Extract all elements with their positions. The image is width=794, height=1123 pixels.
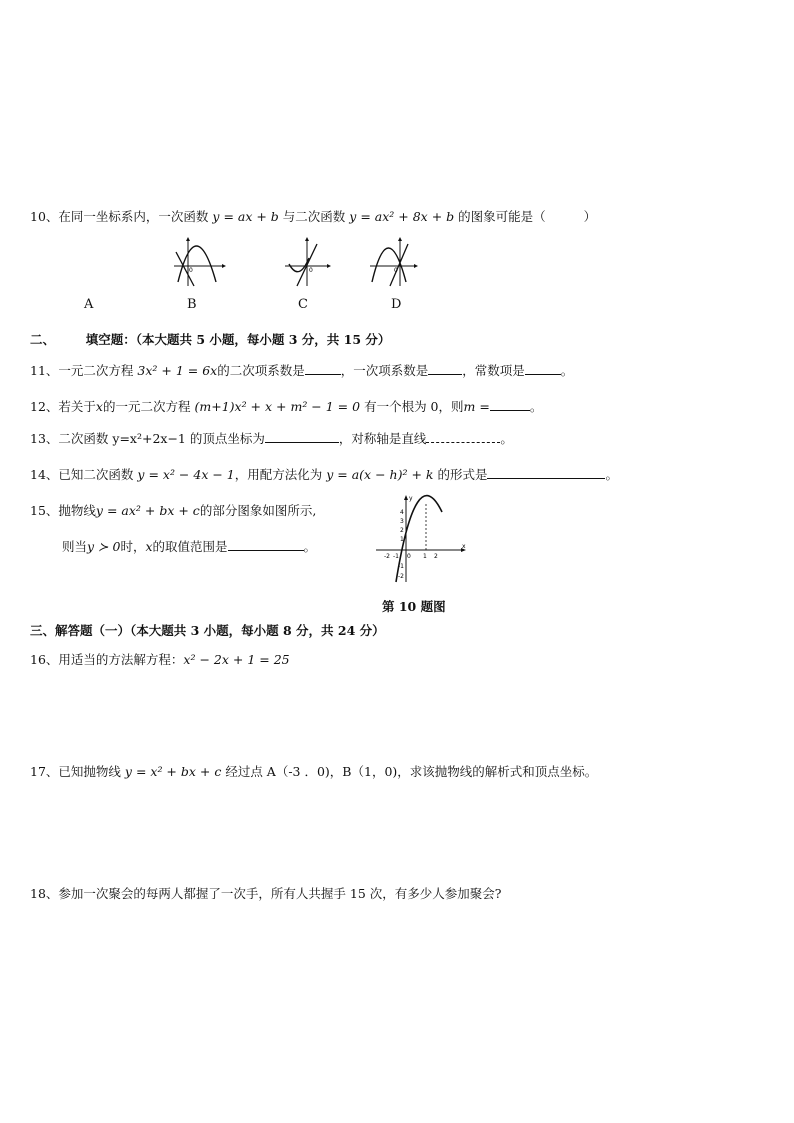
section-2-heading [30, 331, 390, 349]
q10-option-a-label: A [84, 297, 94, 312]
q10-option-b-graph [170, 236, 226, 288]
q15-graph-x-tick-0: 0 [407, 553, 411, 560]
q15-graph-y-tick-1: 1 [400, 536, 404, 543]
question-15-line-2 [62, 538, 316, 556]
q10-number: 10、 [30, 209, 59, 224]
q17-equation: y = x² + bx + c [124, 764, 222, 779]
question-16 [30, 651, 290, 669]
q12-var-m: m = [463, 399, 490, 414]
q17-text-a: 已知抛物线 [58, 764, 121, 779]
q15-graph-y-label: y [409, 495, 413, 502]
q18-number: 18、 [30, 886, 59, 901]
q12-text-b: 的一元二次方程 [102, 399, 191, 414]
q11-text-a: 一元二次方程 [58, 363, 134, 378]
section-2-title: 填空题：（本大题共 5 小题，每小题 3 分，共 15 分） [85, 332, 391, 347]
q11-end: 。 [560, 363, 574, 378]
q13-text-b: ，对称轴是直线 [338, 431, 427, 446]
q10-option-d-graph [368, 236, 418, 288]
q15-condition: y ≻ 0 [87, 539, 121, 554]
q17-number: 17、 [30, 764, 59, 779]
q15-text-b: 的部分图象如图所示, [199, 503, 317, 518]
q12-equation: (m+1)x² + x + m² − 1 = 0 [194, 399, 361, 414]
q17-text-b: 经过点 A（-3 ．0)，B（1，0)，求该抛物线的解析式和顶点坐标。 [225, 764, 598, 779]
q13-end: 。 [500, 431, 513, 446]
q10-text-b: 与二次函数 [282, 209, 346, 224]
q15-graph-y-tick-neg1: -1 [398, 563, 404, 570]
section-3-heading: 三、解答题（一）（本大题共 3 小题，每小题 8 分，共 24 分） [30, 623, 385, 638]
q11-equation: 3x² + 1 = 6x [137, 363, 218, 378]
question-11 [30, 362, 573, 380]
q16-number: 16、 [30, 652, 59, 667]
q16-text: 用适当的方法解方程： [58, 652, 184, 667]
q15-blank[interactable] [228, 538, 304, 551]
question-13 [30, 430, 513, 448]
q10-linear-function: y = ax + b [212, 209, 279, 224]
question-10 [30, 208, 596, 226]
question-18 [30, 885, 501, 903]
q14-end: 。 [605, 467, 618, 482]
svg-text:0: 0 [309, 267, 313, 274]
q16-equation: x² − 2x + 1 = 25 [183, 652, 290, 667]
q15-var-x: x [145, 539, 153, 554]
q15-text-e: 的取值范围是 [152, 539, 228, 554]
q11-text-d: ，常数项是 [462, 363, 525, 378]
q14-vertex-form: y = a(x − h)² + k [326, 467, 434, 482]
q14-text-b: ，用配方法化为 [234, 467, 323, 482]
question-15-line-1 [30, 502, 316, 520]
section-2-label: 二、 [30, 332, 56, 347]
q15-graph-y-tick-4: 4 [400, 509, 404, 516]
q14-text-a: 已知二次函数 [58, 467, 134, 482]
q15-equation: y = ax² + bx + c [95, 503, 200, 518]
q12-number: 12、 [30, 399, 59, 414]
q10-option-d-label: D [391, 297, 402, 312]
q13-blank-2[interactable] [426, 430, 500, 443]
q14-text-c: 的形式是 [437, 467, 488, 482]
q18-text: 参加一次聚会的每两人都握了一次手，所有人共握手 15 次，有多少人参加聚会? [58, 886, 502, 901]
q15-number: 15、 [30, 503, 59, 518]
q12-text-c: 有一个根为 0，则 [364, 399, 464, 414]
q11-number: 11、 [30, 363, 59, 378]
svg-text:0: 0 [394, 267, 398, 274]
q10-option-b-label: B [187, 297, 197, 312]
q15-end: 。 [303, 539, 317, 554]
q11-text-b: 的二次项系数是 [217, 363, 305, 378]
q15-graph-x-tick-neg1: -1 [393, 553, 399, 560]
q11-blank-3[interactable] [525, 362, 561, 375]
q13-text-a: 二次函数 y=x²+2x−1 的顶点坐标为 [58, 431, 265, 446]
q11-blank-2[interactable] [428, 362, 462, 375]
q10-text-a: 在同一坐标系内，一次函数 [58, 209, 209, 224]
q10-text-c: 的图象可能是（ [458, 209, 546, 224]
q11-blank-1[interactable] [305, 362, 341, 375]
q13-number: 13、 [30, 431, 59, 446]
q15-text-d: 时， [120, 539, 146, 554]
q12-blank[interactable] [490, 398, 530, 411]
q12-var-x: x [95, 399, 103, 414]
q10-paren-close: ） [583, 209, 597, 224]
q13-blank-1[interactable] [265, 430, 339, 443]
question-12 [30, 398, 542, 416]
q14-equation: y = x² − 4x − 1 [137, 467, 235, 482]
q12-text-a: 若关于 [58, 399, 96, 414]
q15-text-a: 抛物线 [58, 503, 96, 518]
q10-quadratic-function: y = ax² + 8x + b [349, 209, 455, 224]
q15-graph-y-tick-neg2: -2 [398, 573, 404, 580]
q15-parabola-graph [372, 494, 468, 586]
q15-graph-x-tick-neg2: -2 [384, 553, 390, 560]
q15-graph-x-tick-1: 1 [423, 553, 427, 560]
question-14 [30, 466, 618, 484]
q15-graph-y-tick-2: 2 [400, 527, 404, 534]
q15-graph-y-tick-3: 3 [400, 518, 404, 525]
figure-caption: 第 10 题图 [382, 599, 446, 614]
q14-number: 14、 [30, 467, 59, 482]
q15-graph-x-label: x [462, 543, 466, 550]
question-17 [30, 763, 597, 781]
q12-end: 。 [529, 399, 543, 414]
q15-text-c: 则当 [62, 539, 88, 554]
q10-option-c-label: C [298, 297, 308, 312]
q14-blank[interactable] [487, 466, 605, 479]
q15-graph-x-tick-2: 2 [434, 553, 438, 560]
q11-text-c: ，一次项系数是 [340, 363, 429, 378]
q10-option-c-graph [283, 236, 331, 288]
svg-text:0: 0 [189, 267, 193, 274]
